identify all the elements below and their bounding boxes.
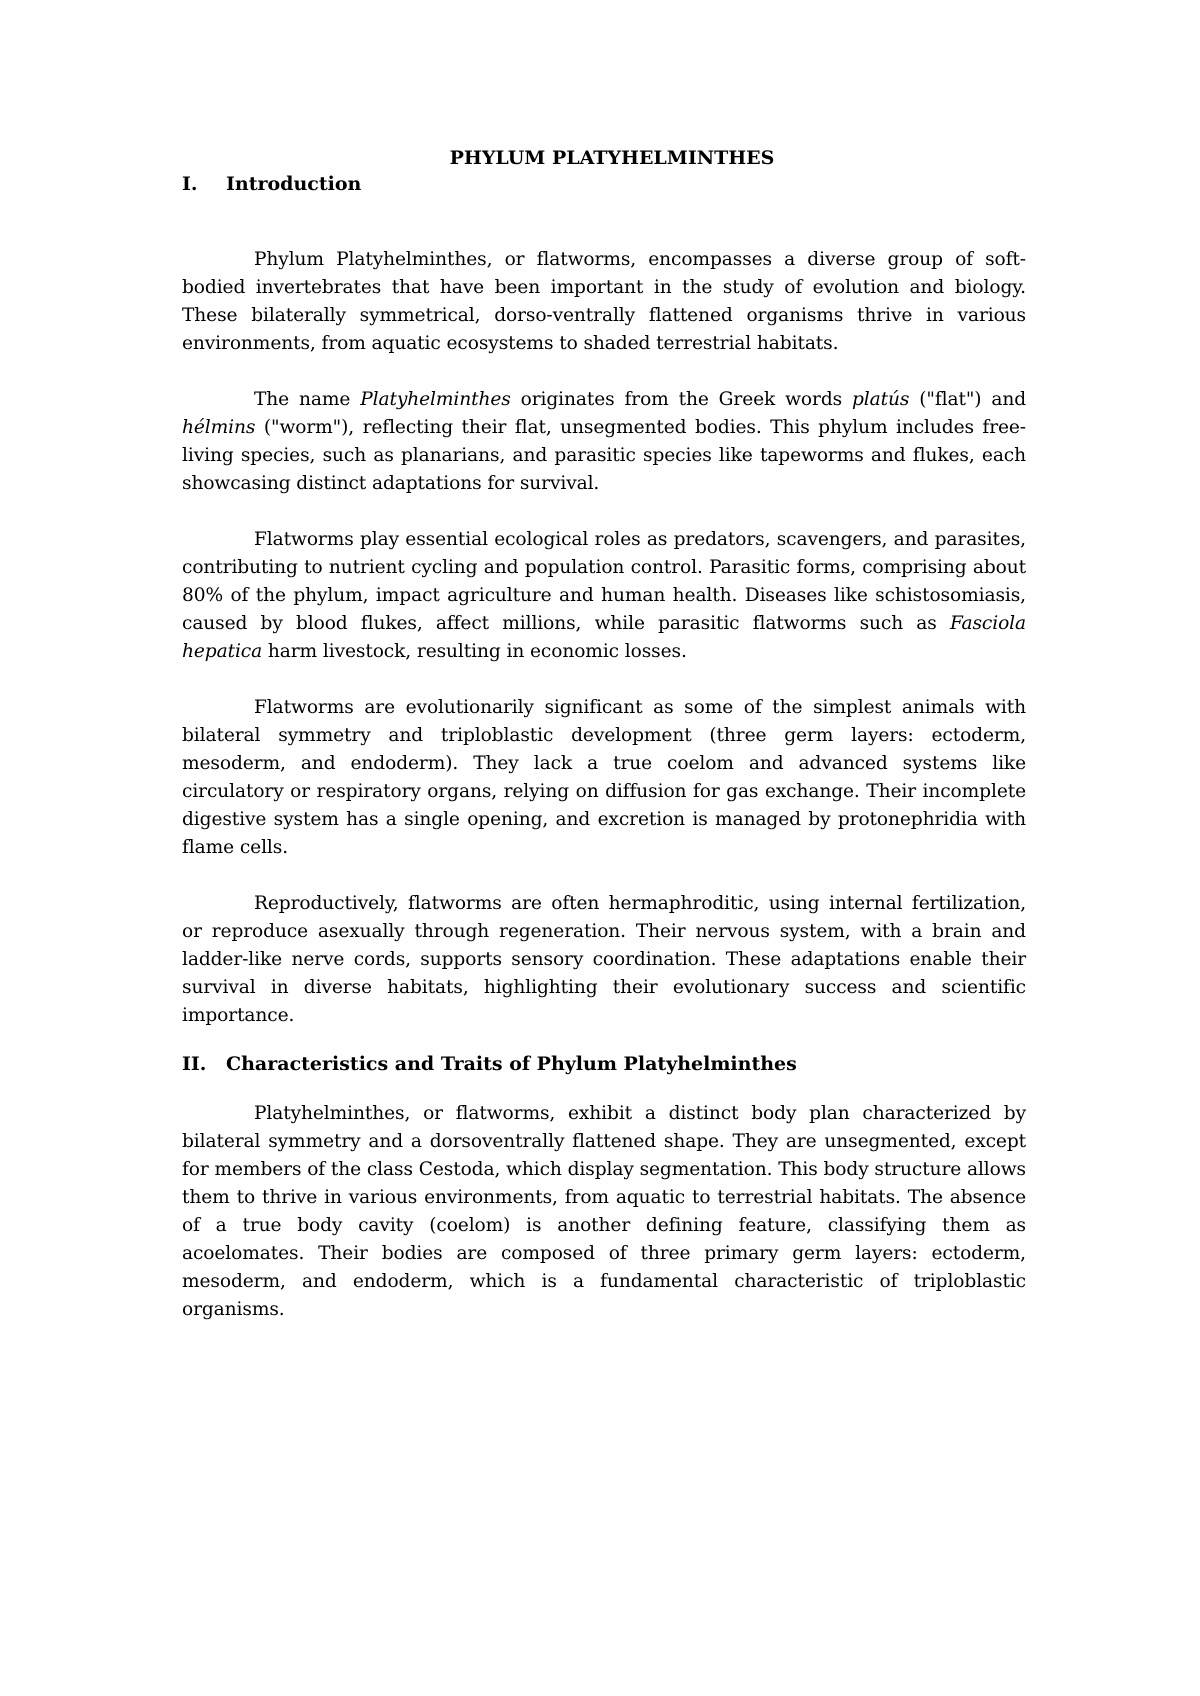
intro-paragraph-4: Flatworms are evolutionarily significant as some of the simplest animals with bilateral symmetry and triploblastic development (three germ layers: ectoderm, mesoderm, and endoderm). They lack a true coelom and advanced systems like circulatory or respiratory organs, relying on diffusion for gas exchange. Their incomplete digestive system has a single opening, and excretion is managed by protonephridia with flame cells.	[182, 697, 1026, 858]
italic-term: Platyhelminthes	[360, 389, 511, 410]
section-number: I.	[182, 173, 198, 195]
section-number: II.	[182, 1053, 207, 1075]
text-run: The name	[254, 389, 361, 410]
characteristics-paragraph-1: Platyhelminthes, or flatworms, exhibit a distinct body plan characterized by bilateral symmetry and a dorsoventrally flattened shape. They are unsegmented, except for members of the class Cestoda, which display segmentation. This body structure allows them to thrive in various environments, from aquatic to terrestrial habitats. The absence of a true body cavity (coelom) is another defining feature, classifying them as acoelomates. Their bodies are composed of three primary germ layers: ectoderm, mesoderm, and endoderm, which is a fundamental characteristic of triploblastic organisms.	[182, 1103, 1026, 1320]
text-run: ("flat") and	[909, 389, 1027, 410]
intro-paragraph-1: Phylum Platyhelminthes, or flatworms, encompasses a diverse group of soft-bodied invertebrates that have been important in the study of evolution and biology. These bilaterally symmetrical, dorso-ventrally flattened organisms thrive in various environments, from aquatic ecosystems to shaded terrestrial habitats.	[182, 249, 1026, 354]
text-run: Flatworms play essential ecological roles as predators, scavengers, and parasites, contributing to nutrient cycling and population control. Parasitic forms, comprising about 80% of the phylum, impact agriculture and human health. Diseases like schistosomiasis, caused by blood flukes, affect millions, while parasitic flatworms such as	[182, 529, 1026, 634]
intro-paragraph-3	[182, 526, 1026, 666]
text-run: originates from the Greek words	[510, 389, 852, 410]
section-heading-characteristics	[182, 1052, 1026, 1076]
italic-term: platús	[851, 389, 910, 410]
section-heading-introduction	[182, 172, 1026, 196]
intro-paragraph-5: Reproductively, flatworms are often hermaphroditic, using internal fertilization, or reproduce asexually through regeneration. Their nervous system, with a brain and ladder-like nerve cords, supports sensory coordination. These adaptations enable their survival in diverse habitats, highlighting their evolutionary success and scientific importance.	[182, 893, 1026, 1026]
section-title: Introduction	[226, 173, 362, 195]
text-run: harm livestock, resulting in economic losses.	[262, 641, 687, 662]
document-title: PHYLUM PLATYHELMINTHES	[449, 147, 775, 169]
text-run: ("worm"), reflecting their flat, unsegmented bodies. This phylum includes free-living species, such as planarians, and parasitic species like tapeworms and flukes, each showcasing distinct adaptations for survival.	[182, 417, 1026, 494]
italic-term: hélmins	[182, 417, 256, 438]
italic-term: Fasciola hepatica	[182, 613, 1026, 662]
intro-paragraph-2	[182, 386, 1026, 498]
section-title: Characteristics and Traits of Phylum Platyhelminthes	[226, 1053, 797, 1075]
